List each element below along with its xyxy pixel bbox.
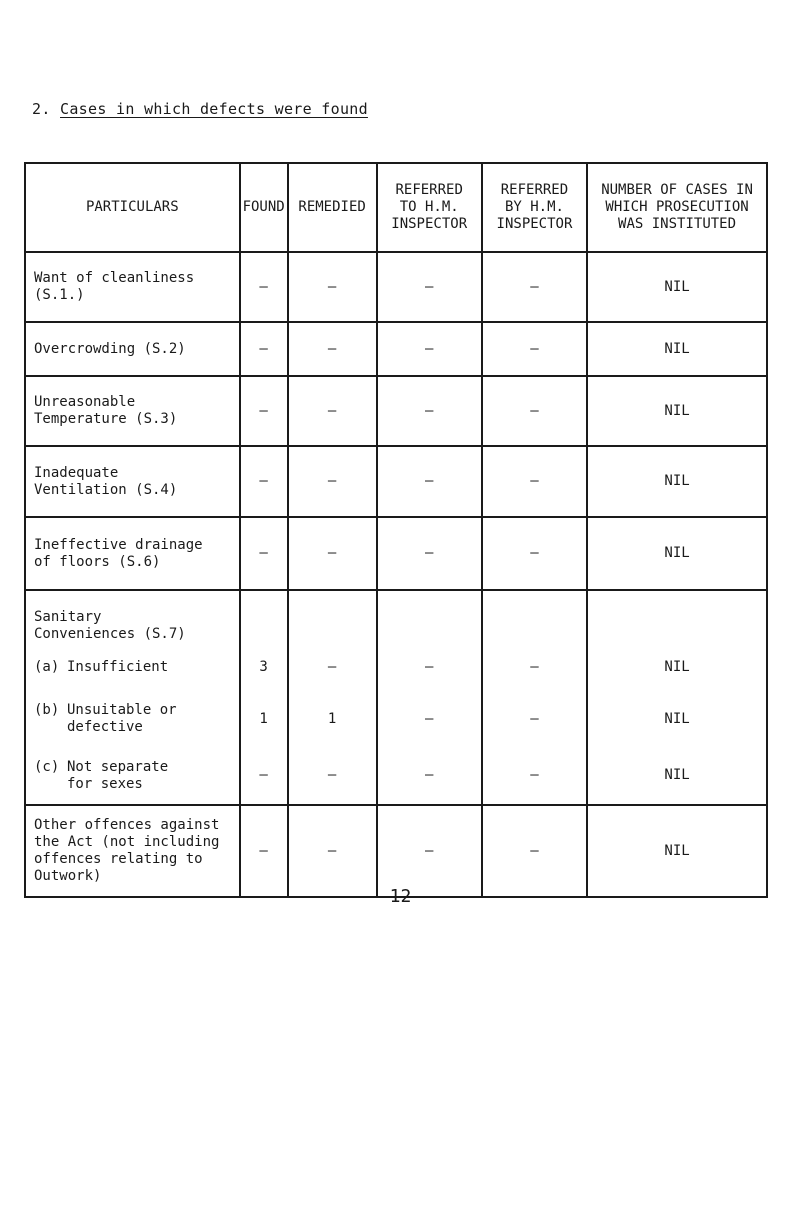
header-referred-by: REFERRED BY H.M. INSPECTOR xyxy=(482,163,587,252)
cell-found: – xyxy=(240,376,288,446)
cell-referred-to: – xyxy=(377,805,482,897)
cell-remedied: – xyxy=(288,376,377,446)
header-particulars: PARTICULARS xyxy=(25,163,240,252)
row-particular: (b) Unsuitable or defective xyxy=(25,691,240,747)
cell-prosecution: NIL xyxy=(587,805,767,897)
cell-prosecution: NIL xyxy=(587,517,767,590)
cell-prosecution: NIL xyxy=(587,446,767,517)
row-particular: (a) Insufficient xyxy=(25,643,240,691)
cell-prosecution: NIL xyxy=(587,747,767,805)
table-row xyxy=(25,805,767,897)
row-particular: Ineffective drainage of floors (S.6) xyxy=(25,517,240,590)
cell-referred-by: – xyxy=(482,643,587,691)
cell-referred-by: – xyxy=(482,252,587,322)
cell-referred-by: – xyxy=(482,805,587,897)
table-subrow xyxy=(25,691,767,747)
section-heading xyxy=(32,100,368,118)
cell-remedied: – xyxy=(288,747,377,805)
row-particular: (c) Not separate for sexes xyxy=(25,747,240,805)
section-title: Cases in which defects were found xyxy=(60,100,368,118)
cell-remedied: – xyxy=(288,252,377,322)
cell-referred-by: – xyxy=(482,322,587,376)
cell-referred-to: – xyxy=(377,446,482,517)
table-header-row xyxy=(25,163,767,252)
table-row xyxy=(25,322,767,376)
cell-found: – xyxy=(240,805,288,897)
table-row xyxy=(25,376,767,446)
cell-remedied: – xyxy=(288,643,377,691)
table-subrow xyxy=(25,643,767,691)
cell-referred-to: – xyxy=(377,252,482,322)
cell-prosecution: NIL xyxy=(587,376,767,446)
page-number: - 12 - xyxy=(367,886,434,907)
cell-referred-by: – xyxy=(482,747,587,805)
header-remedied: REMEDIED xyxy=(288,163,377,252)
cell-found: 1 xyxy=(240,691,288,747)
cell-found: 3 xyxy=(240,643,288,691)
cell-referred-by: – xyxy=(482,376,587,446)
table-row xyxy=(25,446,767,517)
cell-prosecution: NIL xyxy=(587,322,767,376)
row-particular: Inadequate Ventilation (S.4) xyxy=(25,446,240,517)
cell-found: – xyxy=(240,446,288,517)
cell-remedied: – xyxy=(288,517,377,590)
cell-referred-by: – xyxy=(482,691,587,747)
cell-referred-to: – xyxy=(377,747,482,805)
section-number: 2. xyxy=(32,100,51,118)
cell-referred-by: – xyxy=(482,517,587,590)
table-subrow xyxy=(25,747,767,805)
cell-found: – xyxy=(240,747,288,805)
row-particular: Unreasonable Temperature (S.3) xyxy=(25,376,240,446)
cell-referred-to: – xyxy=(377,643,482,691)
cell-remedied: – xyxy=(288,322,377,376)
cell-found: – xyxy=(240,322,288,376)
row-particular: Other offences against the Act (not including offences relating to Outwork) xyxy=(25,805,240,897)
cell-referred-to: – xyxy=(377,517,482,590)
cell-referred-to: – xyxy=(377,376,482,446)
row-particular: Sanitary Conveniences (S.7) xyxy=(25,590,240,643)
cell-referred-to: – xyxy=(377,691,482,747)
defects-table xyxy=(24,162,768,898)
row-particular: Want of cleanliness (S.1.) xyxy=(25,252,240,322)
cell-prosecution: NIL xyxy=(587,691,767,747)
cell-prosecution: NIL xyxy=(587,252,767,322)
cell-found: – xyxy=(240,252,288,322)
cell-remedied: 1 xyxy=(288,691,377,747)
header-referred-to: REFERRED TO H.M. INSPECTOR xyxy=(377,163,482,252)
header-found: FOUND xyxy=(240,163,288,252)
row-particular: Overcrowding (S.2) xyxy=(25,322,240,376)
table-row-sanitary-heading xyxy=(25,590,767,643)
cell-found: – xyxy=(240,517,288,590)
cell-prosecution: NIL xyxy=(587,643,767,691)
table-row xyxy=(25,517,767,590)
cell-referred-to: – xyxy=(377,322,482,376)
cell-referred-by: – xyxy=(482,446,587,517)
cell-remedied: – xyxy=(288,446,377,517)
cell-remedied: – xyxy=(288,805,377,897)
header-prosecution: NUMBER OF CASES IN WHICH PROSECUTION WAS INSTITUTED xyxy=(587,163,767,252)
table-row xyxy=(25,252,767,322)
